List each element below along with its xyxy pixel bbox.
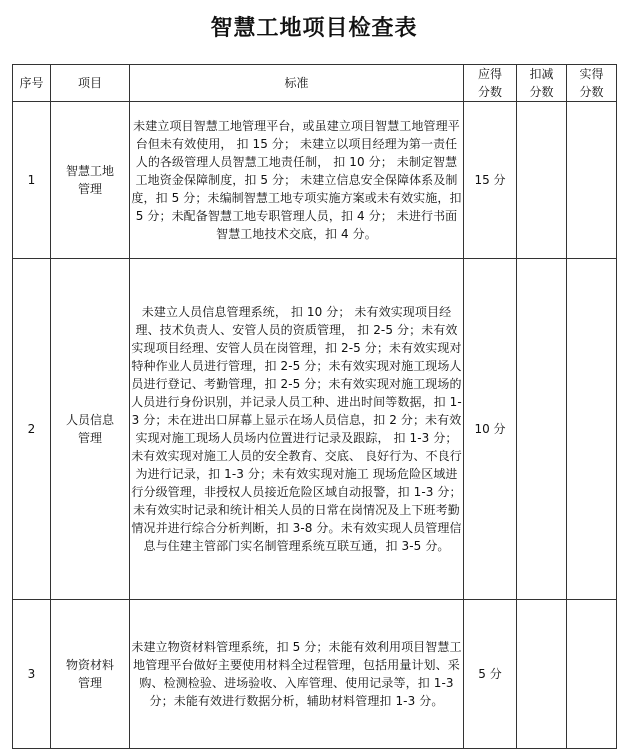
row-item: 物资材料管理	[51, 600, 130, 749]
header-item: 项目	[51, 65, 130, 102]
row-no: 1	[13, 102, 51, 259]
header-actual: 实得分数	[567, 65, 617, 102]
page-title: 智慧工地项目检查表	[210, 16, 418, 41]
row-standard: 未建立人员信息管理系统， 扣 10 分； 未有效实现项目经理、技术负责人、安管人员的资质管理， 扣 2-5 分；未有效实现项目经理、安管人员在岗管理，扣 2-5 分；未有效实现对特种作业人员进行管理，扣 2-5 分；未有效实现对施工现场人员进行登记、考勤管理，扣 2-5 分；未有效实现对施工现场的人员进行身份识别，并记录人员工种、进出时间等数据，扣 1-3 分；未在进出口屏幕上显示在场人员信息，扣 2 分；未有效实现对施工现场人员场内位置进行记录及跟踪， 扣 1-3 分；未有效实现对施工人员的安全教育、交底、 良好行为、不良行为进行记录，扣 1-3 分；未有效实现对施工 现场危险区域进行分级管理，非授权人员接近危险区域自动报警，扣 1-3 分；未有效实时记录和统计相关人员的日常在岗情况及上下班考勤情况并进行综合分析判断，扣 3-8 分。未有效实现人员管理信息与住建主管部门实名制管理系统互联互通，扣 3-5 分。	[130, 259, 464, 600]
table-row	[13, 259, 617, 600]
header-deduct: 扣减分数	[517, 65, 567, 102]
row-actual[interactable]	[567, 600, 617, 749]
row-no: 3	[13, 600, 51, 749]
row-no: 2	[13, 259, 51, 600]
header-score: 应得分数	[464, 65, 517, 102]
row-actual[interactable]	[567, 102, 617, 259]
table-row	[13, 600, 617, 749]
header-row	[13, 65, 617, 102]
inspection-table	[12, 64, 617, 749]
row-standard: 未建立物资材料管理系统，扣 5 分；未能有效利用项目智慧工地管理平台做好主要使用材料全过程管理，包括用量计划、采购、检测检验、进场验收、入库管理、使用记录等，扣 1-3 分；未能有效进行数据分析，辅助材料管理扣 1-3 分。	[130, 600, 464, 749]
row-deduct[interactable]	[517, 600, 567, 749]
row-score: 15 分	[464, 102, 517, 259]
table-row	[13, 102, 617, 259]
row-standard: 未建立项目智慧工地管理平台，或虽建立项目智慧工地管理平台但未有效使用， 扣 15 分； 未建立以项目经理为第一责任人的各级管理人员智慧工地责任制， 扣 10 分； 未制定智慧工地资金保障制度，扣 5 分； 未建立信息安全保障体系及制度，扣 5 分；未编制智慧工地专项实施方案或未有效实施，扣 5 分；未配备智慧工地专职管理人员，扣 4 分； 未进行书面智慧工地技术交底，扣 4 分。	[130, 102, 464, 259]
row-score: 10 分	[464, 259, 517, 600]
header-standard: 标准	[130, 65, 464, 102]
row-deduct[interactable]	[517, 102, 567, 259]
row-deduct[interactable]	[517, 259, 567, 600]
row-item: 智慧工地管理	[51, 102, 130, 259]
row-score: 5 分	[464, 600, 517, 749]
row-item: 人员信息管理	[51, 259, 130, 600]
header-no: 序号	[13, 65, 51, 102]
row-actual[interactable]	[567, 259, 617, 600]
